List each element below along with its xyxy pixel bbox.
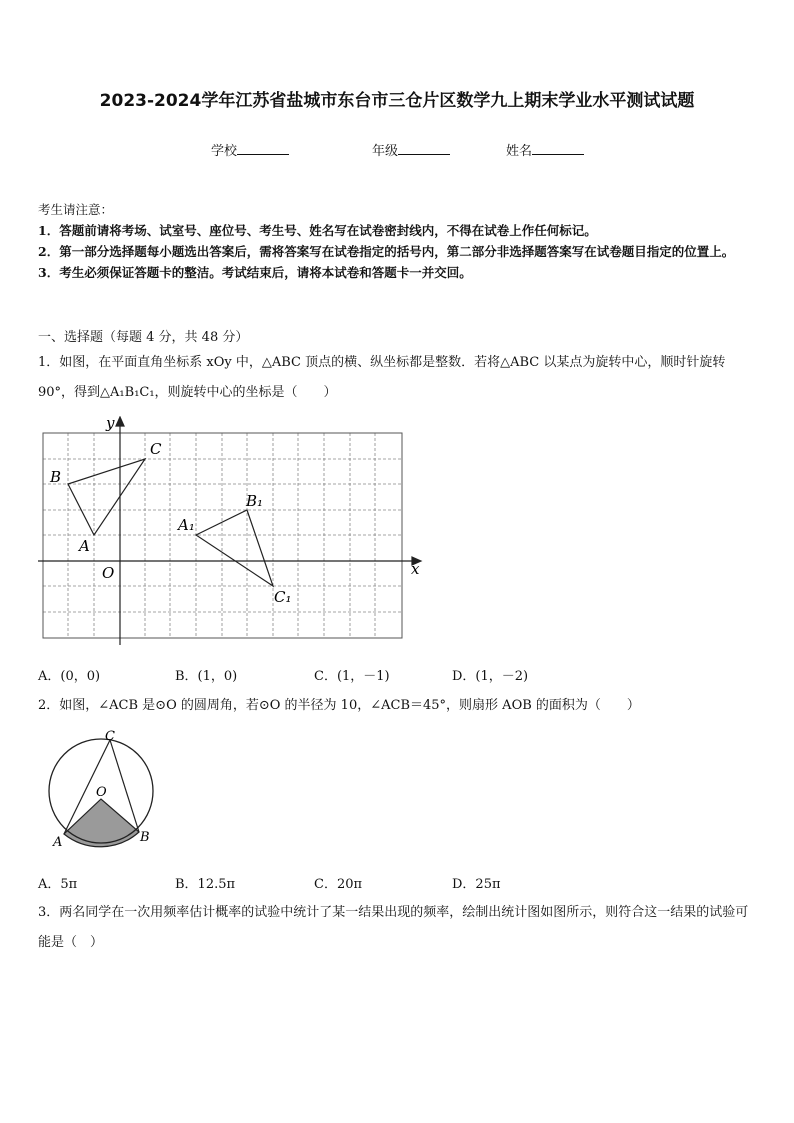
notice-item: 3．考生必须保证答题卡的整洁。考试结束后，请将本试卷和答题卡一并交回。 bbox=[38, 265, 472, 280]
grade-label: 年级 bbox=[372, 144, 399, 159]
q1-grid-figure bbox=[38, 416, 428, 648]
triangle-a1b1c1 bbox=[196, 510, 273, 586]
notice-heading: 考生请注意： bbox=[38, 202, 114, 217]
point-a-label: A bbox=[53, 835, 63, 850]
point-b-label: B bbox=[50, 468, 62, 486]
question-2-stem: 2．如图，∠ACB 是⊙O 的圆周角，若⊙O 的半径为 10，∠ACB＝45°，则扇形 AOB 的面积为（ ） bbox=[38, 698, 640, 713]
section-heading: 一、选择题（每题 4 分，共 48 分） bbox=[38, 330, 249, 345]
option-d[interactable]: D．25π bbox=[452, 877, 501, 892]
y-axis-label: y bbox=[106, 416, 115, 432]
point-a-label: A bbox=[79, 537, 90, 555]
option-c[interactable]: C．20π bbox=[314, 877, 363, 892]
question-3-text bbox=[38, 898, 760, 958]
point-b-label: B bbox=[140, 830, 150, 845]
grade-field[interactable] bbox=[372, 140, 450, 159]
point-c-label: C bbox=[150, 440, 162, 458]
question-1-text bbox=[38, 348, 760, 408]
point-c-label: C bbox=[105, 729, 115, 744]
grid bbox=[43, 433, 402, 638]
option-d[interactable]: D．(1，－2) bbox=[452, 669, 529, 684]
question-3-stem: 3．两名同学在一次用频率估计概率的试验中统计了某一结果出现的频率，绘制出统计图如图所示，则符合这一结果的试验可能是（ ） bbox=[38, 905, 749, 950]
point-a1-label: A₁ bbox=[178, 516, 195, 534]
point-c1-label: C₁ bbox=[274, 588, 292, 606]
school-field[interactable] bbox=[211, 140, 289, 159]
q2-circle-figure bbox=[38, 728, 178, 852]
question-1-stem: 1．如图，在平面直角坐标系 xOy 中，△ABC 顶点的横、纵坐标都是整数．若将△ABC 以某点为旋转中心，顺时针旋转 90°，得到△A₁B₁C₁，则旋转中心的坐标是（ ） bbox=[38, 355, 726, 400]
notice-item: 2．第一部分选择题每小题选出答案后，需将答案写在试卷指定的括号内，第二部分非选择题答案写在试卷题目指定的位置上。 bbox=[38, 244, 735, 259]
notice-item: 1．答题前请将考场、试室号、座位号、考生号、姓名写在试卷密封线内，不得在试卷上作任何标记。 bbox=[38, 223, 597, 238]
option-a[interactable]: A．5π bbox=[38, 877, 78, 892]
option-b[interactable]: B．12.5π bbox=[175, 877, 236, 892]
origin-label: O bbox=[102, 564, 115, 582]
option-a[interactable]: A．(0，0) bbox=[38, 669, 101, 684]
page-title: 2023-2024学年江苏省盐城市东台市三仓片区数学九上期末学业水平测试试题 bbox=[99, 91, 695, 111]
name-label: 姓名 bbox=[506, 144, 533, 159]
sector-aob bbox=[64, 799, 139, 847]
triangle-abc bbox=[68, 459, 145, 535]
point-o-label: O bbox=[96, 785, 107, 800]
question-2-text bbox=[38, 691, 760, 721]
name-field[interactable] bbox=[506, 140, 584, 159]
option-c[interactable]: C．(1，－1) bbox=[314, 669, 390, 684]
option-b[interactable]: B．(1，0) bbox=[175, 669, 238, 684]
notice-block bbox=[38, 199, 760, 283]
axes bbox=[38, 417, 421, 645]
x-axis-label: x bbox=[411, 560, 420, 578]
point-b1-label: B₁ bbox=[246, 492, 264, 510]
school-label: 学校 bbox=[211, 144, 238, 159]
